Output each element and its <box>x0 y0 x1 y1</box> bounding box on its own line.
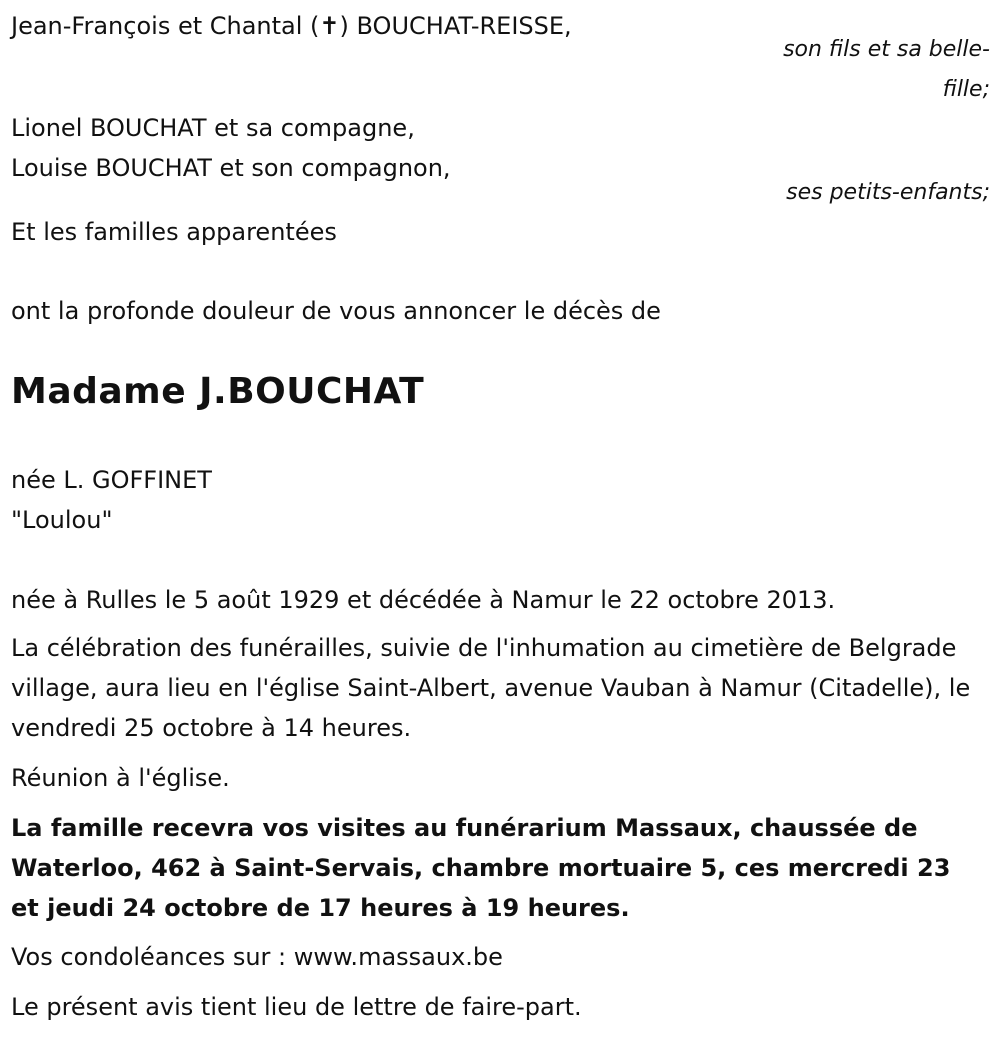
notice-line: Le présent avis tient lieu de lettre de faire-part. <box>11 993 582 1021</box>
announcement-line: ont la profonde douleur de vous annoncer le décès de <box>11 297 661 325</box>
grandchild-lionel: Lionel BOUCHAT et sa compagne, <box>11 114 415 142</box>
meeting-line: Réunion à l'église. <box>11 764 230 792</box>
families-line: Et les familles apparentées <box>11 218 337 246</box>
relation-son-line2: fille; <box>942 77 990 102</box>
relation-son-line1: son fils et sa belle- <box>783 37 990 62</box>
relation-grandchildren: ses petits-enfants; <box>786 180 990 205</box>
deceased-name: Madame J.BOUCHAT <box>11 371 425 412</box>
birth-death-line: née à Rulles le 5 août 1929 et décédée à Namur le 22 octobre 2013. <box>11 586 836 614</box>
grandchild-louise: Louise BOUCHAT et son compagnon, <box>11 154 451 182</box>
ceremony-paragraph: La célébration des funérailles, suivie de l'inhumation au cimetière de Belgrade village, aura lieu en l'église Saint-Albert, avenue Vauban à Namur (Citadelle), le vendredi 25 octobre à 14 heures. <box>11 634 971 742</box>
parents-line: Jean-François et Chantal (✝) BOUCHAT-REISSE, <box>11 12 572 40</box>
nickname: "Loulou" <box>11 506 113 534</box>
maiden-name: née L. GOFFINET <box>11 466 212 494</box>
condolences-line: Vos condoléances sur : www.massaux.be <box>11 943 503 971</box>
visits-paragraph: La famille recevra vos visites au funérarium Massaux, chaussée de Waterloo, 462 à Saint-Servais, chambre mortuaire 5, ces mercredi 23 et jeudi 24 octobre de 17 heures à 19 heures. <box>11 814 951 922</box>
